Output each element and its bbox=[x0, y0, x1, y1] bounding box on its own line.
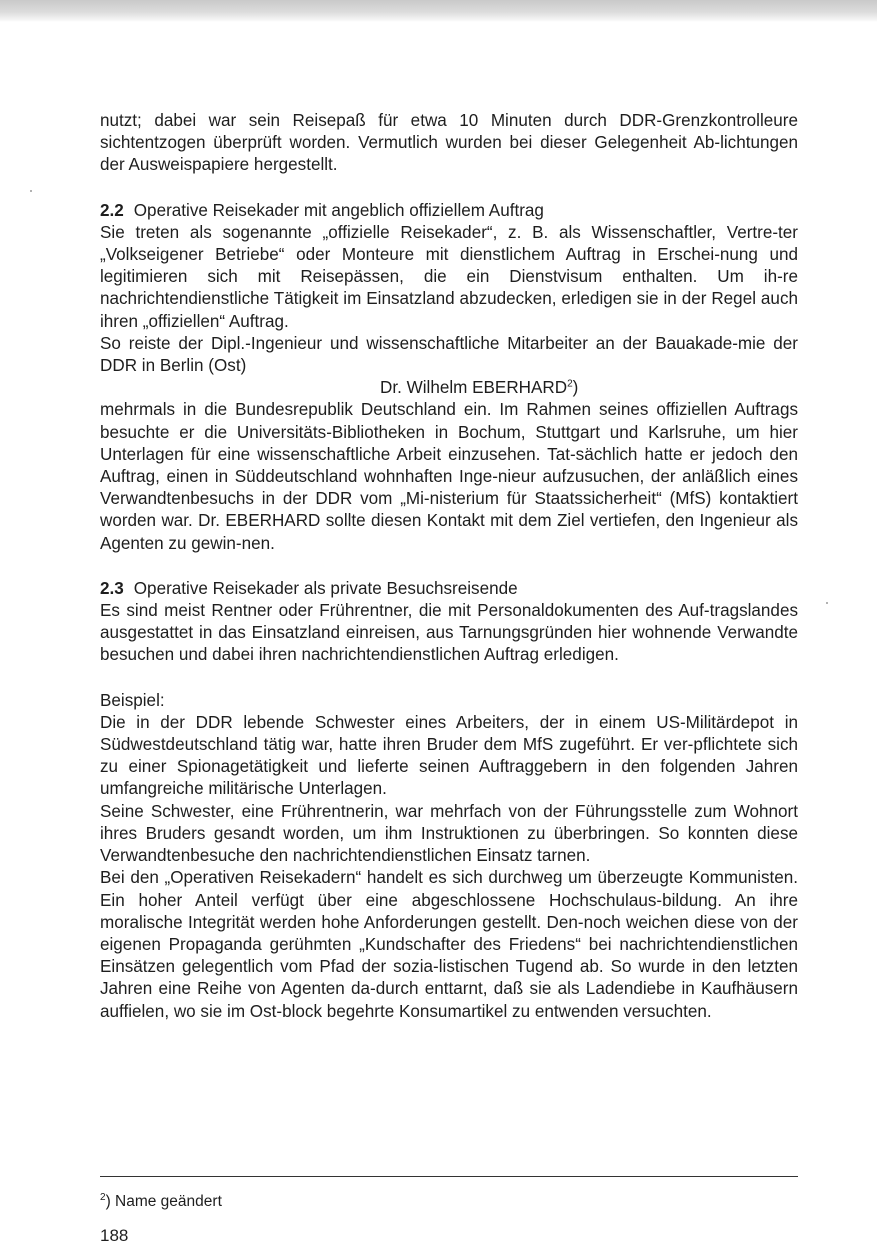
intro-paragraph: nutzt; dabei war sein Reisepaß für etwa 10 Minuten durch DDR-Grenzkontrolleure sichtentzogen überprüft worden. Vermutlich wurden bei dieser Gelegenheit Ab-lichtungen der Ausweispapiere hergestellt. bbox=[100, 111, 798, 175]
section-2-3-paragraph-1: Es sind meist Rentner oder Frührentner, die mit Personaldokumenten des Auf-tragslandes ausgestattet in das Einsatzland einreisen, aus Tarnungsgründen hier wohnende Verwandte besuchen und dabei ihren nachrichtendienstlichen Auftrag erledigen. bbox=[100, 601, 798, 665]
paragraph-gap bbox=[100, 667, 798, 690]
person-name-line bbox=[100, 377, 798, 399]
footnote-text: ) Name geändert bbox=[105, 1193, 222, 1210]
section-2-3-paragraph-3: Seine Schwester, eine Frührentnerin, war mehrfach von der Führungsstelle zum Wohnort ihres Bruders gesandt worden, um ihm Instruktionen zu überbringen. So konnten diese Verwandtenbesuche den nachrichtendienstlichen Einsatz tarnen. bbox=[100, 801, 798, 866]
person-name: Dr. Wilhelm EBERHARD bbox=[380, 378, 568, 398]
section-heading-2-2 bbox=[100, 200, 798, 222]
page-body bbox=[100, 110, 798, 1023]
section-2-2-paragraph-2: So reiste der Dipl.-Ingenieur und wissenschaftliche Mitarbeiter an der Bauakade-mie der DDR in Berlin (Ost) bbox=[100, 333, 798, 376]
section-2-2-paragraph-1: Sie treten als sogenannte „offizielle Reisekader“, z. B. als Wissenschaftler, Vertre-ter „Volkseigener Betriebe“ oder Monteure mit dienstlichem Auftrag in Erschei-nung und legitimieren sich mit Reisepässen, die ein Dienstvisum enthalten. Um ih-re nachrichtendienstliche Tätigkeit im Einsatzland abzudecken, erledigen sie in der Regel auch ihren „offiziellen“ Auftrag. bbox=[100, 222, 798, 331]
section-title: Operative Reisekader als private Besuchsreisende bbox=[133, 578, 518, 598]
section-2-2-paragraph-3: mehrmals in die Bundesrepublik Deutschland ein. Im Rahmen seines offiziellen Auftrags besuchte er die Universitäts-Bibliotheken in Bochum, Stuttgart und Karlsruhe, um hier Unterlagen für eine wissenschaftliche Arbeit einzusehen. Tat-sächlich hatte er jedoch den Auftrag, einen in Süddeutschland wohnhaften Inge-nieur aufzusuchen, der anläßlich eines Verwandtenbesuchs in der DDR vom „Mi-nisterium für Staatssicherheit“ (MfS) kontaktiert worden war. Dr. EBERHARD sollte diesen Kontakt mit dem Ziel vertiefen, den Ingenieur als Agenten zu gewin-nen. bbox=[100, 400, 798, 553]
footnote-divider bbox=[100, 1176, 798, 1177]
paragraph-gap bbox=[100, 555, 798, 578]
scan-top-edge bbox=[0, 0, 877, 22]
section-number: 2.2 bbox=[100, 200, 124, 220]
footnote-marker: 2 bbox=[100, 1191, 106, 1203]
footnote-reference-paren: ) bbox=[572, 378, 579, 398]
footnote-reference: 2 bbox=[567, 378, 573, 390]
page-number: 188 bbox=[100, 1226, 129, 1245]
footnote bbox=[100, 1192, 222, 1212]
scan-speck bbox=[826, 602, 828, 604]
section-2-3-paragraph-4: Bei den „Operativen Reisekadern“ handelt es sich durchweg um überzeugte Kommunisten. Ein hoher Anteil verfügt über eine abgeschlossene Hochschulaus-bildung. An ihre moralische Integrität werden hohe Anforderungen gestellt. Den-noch weichen diese von der eigenen Propaganda gerühmten „Kundschafter des Friedens“ bei nachrichtendienstlichen Einsätzen gelegentlich vom Pfad der sozia-listischen Tugend ab. So wurde in den letzten Jahren eine Reihe von Agenten da-durch enttarnt, daß sie als Ladendiebe in Kaufhäusern auffielen, wo sie im Ost-block begehrte Konsumartikel zu entwenden versuchten. bbox=[100, 868, 798, 1021]
example-label: Beispiel: bbox=[100, 690, 165, 710]
paragraph-gap bbox=[100, 177, 798, 200]
scan-speck bbox=[30, 190, 32, 192]
section-heading-2-3 bbox=[100, 578, 798, 600]
section-title: Operative Reisekader mit angeblich offiziellem Auftrag bbox=[133, 200, 544, 220]
section-2-3-paragraph-2: Die in der DDR lebende Schwester eines Arbeiters, der in einem US-Militärdepot in Südwestdeutschland tätig war, hatte ihren Bruder dem MfS zugeführt. Er ver-pflichtete sich zu einer Spionagetätigkeit und lieferte seinen Auftraggebern in den folgenden Jahren umfangreiche militärische Unterlagen. bbox=[100, 712, 798, 799]
section-number: 2.3 bbox=[100, 578, 124, 598]
